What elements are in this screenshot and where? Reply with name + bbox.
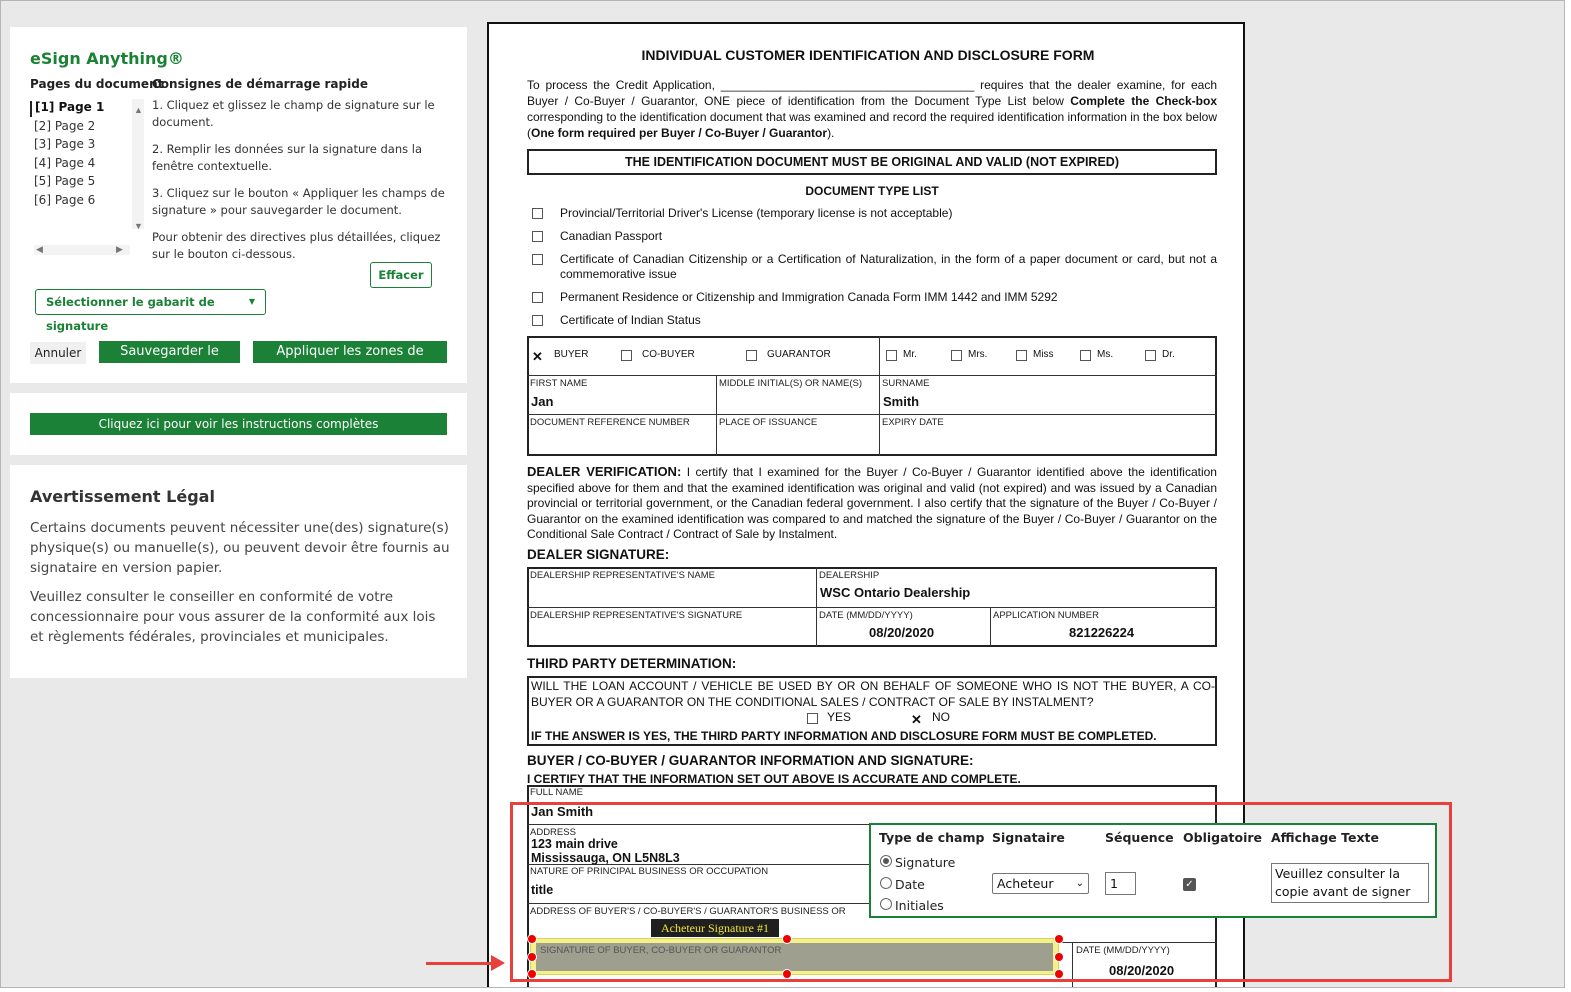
- title-mr: Mr.: [903, 349, 917, 360]
- legal-paragraph-1: Certains documents peuvent nécessiter une(des) signature(s) physique(s) ou manuelle(s), ou peuvent devoir être fournis au signataire en version papier.: [30, 520, 450, 576]
- resize-handle-se[interactable]: [1054, 969, 1064, 979]
- effacer-button[interactable]: Effacer: [370, 262, 432, 288]
- intro-text-c: ).: [827, 126, 835, 140]
- resize-handle-sw[interactable]: [527, 969, 537, 979]
- title-ms: Ms.: [1097, 349, 1114, 360]
- doc-ref-label: DOCUMENT REFERENCE NUMBER: [530, 417, 690, 428]
- col-required: Obligatoire: [1183, 830, 1263, 845]
- first-name-value: Jan: [531, 394, 554, 409]
- full-name-label: FULL NAME: [530, 787, 583, 798]
- address-label: ADDRESS: [530, 827, 576, 838]
- doc-type-3: Certificate of Canadian Citizenship or a Certification of Naturalization, in the form of a paper document or card, but not a commemorative issue: [560, 252, 1217, 281]
- title-checkbox-ms[interactable]: [1080, 350, 1091, 361]
- quickstart-panel: [10, 27, 467, 383]
- radio-date-label: Date: [895, 877, 925, 892]
- third-party-note: IF THE ANSWER IS YES, THE THIRD PARTY INFORMATION AND DISCLOSURE FORM MUST BE COMPLETED.: [531, 729, 1157, 743]
- buyer-info-heading: BUYER / CO-BUYER / GUARANTOR INFORMATION AND SIGNATURE:: [527, 753, 974, 768]
- template-select-label: Sélectionner le gabarit de signature: [46, 295, 215, 333]
- dealership-label: DEALERSHIP: [819, 570, 880, 581]
- business-address-label: ADDRESS OF BUYER'S / CO-BUYER'S / GUARANTOR'S BUSINESS OR: [530, 906, 846, 917]
- scroll-left-icon[interactable]: ◀: [36, 244, 43, 254]
- app-title: eSign Anything®: [30, 49, 184, 68]
- doc-type-4: Permanent Residence or Citizenship and Immigration Canada Form IMM 1442 and IMM 5292: [560, 290, 1058, 304]
- nature-label: NATURE OF PRINCIPAL BUSINESS OR OCCUPATION: [530, 866, 769, 877]
- date-label: DATE (MM/DD/YYYY): [819, 610, 913, 621]
- page-item-3[interactable]: [3] Page 3: [34, 137, 96, 151]
- step-2: 2. Remplir les données sur la signature dans la fenêtre contextuelle.: [152, 142, 422, 173]
- third-party-yes-checkbox[interactable]: [807, 713, 818, 724]
- id-table-divider: [879, 336, 880, 456]
- role-guarantor: GUARANTOR: [767, 349, 831, 360]
- first-name-label: FIRST NAME: [530, 378, 588, 389]
- resize-handle-ne[interactable]: [1054, 934, 1064, 944]
- full-instructions-button[interactable]: Cliquez ici pour voir les instructions complètes: [30, 413, 447, 435]
- doc-type-checkbox-4[interactable]: [532, 292, 543, 303]
- signer-select[interactable]: [992, 873, 1089, 894]
- doc-type-checkbox-5[interactable]: [532, 315, 543, 326]
- scroll-down-icon[interactable]: ▼: [134, 221, 143, 231]
- intro-one-form: One form required per Buyer / Co-Buyer / Guarantor: [531, 126, 828, 140]
- resize-handle-nw[interactable]: [527, 934, 537, 944]
- buyer-col-line: [1072, 942, 1073, 988]
- resize-handle-e[interactable]: [1054, 952, 1064, 962]
- col-display-text: Affichage Texte: [1271, 830, 1379, 845]
- page-item-5[interactable]: [5] Page 5: [34, 174, 96, 188]
- page-item-2[interactable]: [2] Page 2: [34, 119, 96, 133]
- caret-down-icon: ▼: [248, 297, 255, 306]
- date2-label: DATE (MM/DD/YYYY): [1076, 945, 1170, 956]
- third-party-no-checked-icon[interactable]: ✕: [911, 712, 922, 727]
- id-table-row-line-2: [527, 414, 1217, 415]
- quickstart-header: Consignes de démarrage rapide: [152, 77, 368, 91]
- signature-field-tag: Acheteur Signature #1: [651, 919, 779, 937]
- radio-date[interactable]: [880, 877, 892, 889]
- dealer-verification-heading: DEALER VERIFICATION:: [527, 464, 682, 479]
- title-checkbox-mrs[interactable]: [951, 350, 962, 361]
- dealer-signature-heading: DEALER SIGNATURE:: [527, 547, 670, 562]
- title-checkbox-dr[interactable]: [1145, 350, 1156, 361]
- doc-type-checkbox-2[interactable]: [532, 231, 543, 242]
- third-party-no-label: NO: [932, 710, 950, 724]
- intro-checkbox-hint: Complete the Check-box: [1070, 94, 1217, 108]
- third-party-question: WILL THE LOAN ACCOUNT / VEHICLE BE USED BY OR ON BEHALF OF SOMEONE WHO IS NOT THE BUYER, A CO-BUYER OR A GUARANTOR ON THE CONDITIONAL SALES / CONTRACT OF SALE BY INSTALMENT?: [531, 679, 1215, 709]
- doc-type-list-header: DOCUMENT TYPE LIST: [805, 184, 939, 198]
- horizontal-scrollbar[interactable]: [34, 245, 130, 255]
- pages-header: Pages du document: [30, 77, 164, 91]
- step-1: 1. Cliquez et glissez le champ de signature sur le document.: [152, 98, 435, 129]
- save-template-button[interactable]: Sauvegarder le modèle: [99, 341, 240, 363]
- dealer-table-col-line: [816, 567, 817, 647]
- cobuyer-checkbox[interactable]: [621, 350, 632, 361]
- middle-name-label: MIDDLE INITIAL(S) OR NAME(S): [719, 378, 863, 389]
- nature-value: title: [531, 883, 554, 897]
- template-select[interactable]: [35, 289, 266, 333]
- scroll-right-icon[interactable]: ▶: [116, 244, 123, 254]
- date-value: 08/20/2020: [869, 625, 935, 640]
- role-buyer: BUYER: [554, 349, 589, 360]
- title-miss: Miss: [1033, 349, 1054, 360]
- pointer-arrow-shaft: [426, 962, 496, 965]
- scroll-up-icon[interactable]: ▲: [134, 105, 143, 115]
- col-field-type: Type de champ: [879, 830, 985, 845]
- radio-signature[interactable]: [880, 855, 892, 867]
- resize-handle-n[interactable]: [782, 934, 792, 944]
- surname-label: SURNAME: [882, 378, 930, 389]
- legal-title: Avertissement Légal: [30, 487, 215, 506]
- sequence-input[interactable]: 1: [1105, 872, 1136, 895]
- signature-label: SIGNATURE OF BUYER, CO-BUYER OR GUARANTOR: [540, 945, 782, 956]
- chevron-down-icon: ⌄: [1075, 878, 1084, 889]
- intro-text-b: corresponding to the identification document that was examined and record the required identification information in the box below (: [527, 110, 1217, 140]
- page-item-6[interactable]: [6] Page 6: [34, 193, 96, 207]
- dealer-verification: [527, 464, 1217, 543]
- field-properties-popup: [869, 823, 1437, 918]
- place-label: PLACE OF ISSUANCE: [719, 417, 818, 428]
- rep-signature-label: DEALERSHIP REPRESENTATIVE'S SIGNATURE: [530, 610, 743, 621]
- col-signer: Signataire: [992, 830, 1065, 845]
- app-number-value: 821226224: [1069, 625, 1135, 640]
- page-item-1[interactable]: [1] Page 1: [35, 100, 105, 114]
- display-text-textarea[interactable]: Veuillez consulter la copie avant de signer: [1271, 863, 1429, 903]
- title-dr: Dr.: [1162, 349, 1175, 360]
- rep-name-label: DEALERSHIP REPRESENTATIVE'S NAME: [530, 570, 715, 581]
- step-3: 3. Cliquez sur le bouton « Appliquer les champs de signature » pour sauvegarder le document.: [152, 186, 445, 217]
- dealer-verification-text: I certify that I examined for the Buyer / Co-Buyer / Guarantor identified above the identification specified above for them and that the examined identification was original and valid (not expired) and was issued by a Canadian provincial or territorial government, or the Canadian federal government. I also certify that the signature of the Buyer / Co-Buyer / Guarantor on the examined identification was compared to and matched the signature of the Buyer / Co-Buyer / Guarantor on the Conditional Sale Contract / Contract of Sale by Instalment.: [527, 465, 1217, 541]
- dealer-table-row-line: [527, 607, 1217, 608]
- radio-signature-label: Signature: [895, 855, 956, 870]
- title-mrs: Mrs.: [968, 349, 988, 360]
- legal-panel: [10, 465, 467, 678]
- doc-type-5: Certificate of Indian Status: [560, 313, 701, 327]
- resize-handle-w[interactable]: [527, 952, 537, 962]
- role-cobuyer: CO-BUYER: [642, 349, 695, 360]
- dealer-table-col-line-2: [990, 607, 991, 647]
- dealership-value: WSC Ontario Dealership: [820, 585, 971, 600]
- address-line-1: 123 main drive: [531, 837, 618, 851]
- col-sequence: Séquence: [1105, 830, 1174, 845]
- doc-type-2: Canadian Passport: [560, 229, 663, 243]
- quickstart-steps: [152, 97, 447, 263]
- radio-initials-label: Initiales: [895, 898, 944, 913]
- id-table-row-line-1: [527, 375, 1217, 376]
- doc-type-1: Provincial/Territorial Driver's License (temporary license is not acceptable): [560, 206, 953, 220]
- doc-type-checkbox-3[interactable]: [532, 254, 543, 265]
- title-checkbox-miss[interactable]: [1016, 350, 1027, 361]
- resize-handle-s[interactable]: [782, 969, 792, 979]
- page-cursor: [30, 101, 32, 117]
- instructions-panel: [10, 393, 467, 455]
- address-line-2: Mississauga, ON L5N8L3: [531, 851, 680, 865]
- apply-zones-button[interactable]: Appliquer les zones de signature: [253, 341, 447, 363]
- full-name-value: Jan Smith: [531, 804, 594, 819]
- doc-type-checkbox-1[interactable]: [532, 208, 543, 219]
- expiry-label: EXPIRY DATE: [882, 417, 944, 428]
- date2-value: 08/20/2020: [1109, 963, 1175, 978]
- radio-initials[interactable]: [880, 898, 892, 910]
- certify-text: I CERTIFY THAT THE INFORMATION SET OUT ABOVE IS ACCURATE AND COMPLETE.: [527, 772, 1021, 786]
- vertical-scrollbar[interactable]: [132, 99, 144, 229]
- app-number-label: APPLICATION NUMBER: [993, 610, 1099, 621]
- required-checkbox-checked-icon[interactable]: ✓: [1183, 878, 1196, 891]
- legal-paragraph-2: Veuillez consulter le conseiller en conformité de votre concessionnaire pour vous assurer de la conformité aux lois et règlements fédérales, provinciales et municipales.: [30, 589, 436, 645]
- step-more: Pour obtenir des directives plus détaillées, cliquez sur le bouton ci-dessous.: [152, 230, 441, 261]
- third-party-heading: THIRD PARTY DETERMINATION:: [527, 656, 737, 671]
- guarantor-checkbox[interactable]: [746, 350, 757, 361]
- annuler-button[interactable]: Annuler: [30, 342, 86, 364]
- buyer-checkbox-checked-icon[interactable]: ✕: [532, 349, 543, 364]
- surname-value: Smith: [883, 394, 920, 409]
- doc-intro: [527, 77, 1217, 141]
- page-list: [30, 97, 145, 257]
- must-be-original-banner: THE IDENTIFICATION DOCUMENT MUST BE ORIGINAL AND VALID (NOT EXPIRED): [527, 149, 1217, 175]
- title-checkbox-mr[interactable]: [886, 350, 897, 361]
- pointer-arrow-icon: [491, 955, 505, 971]
- intro-text-a: To process the Credit Application, ______________________________________ requires that the dealer examine, for each Buyer / Co-Buyer / Guarantor, ONE piece of identification from the Document Type List below: [527, 78, 1217, 108]
- doc-title: INDIVIDUAL CUSTOMER IDENTIFICATION AND DISCLOSURE FORM: [641, 47, 1095, 63]
- signature-field[interactable]: [530, 938, 1059, 975]
- signer-select-value: Acheteur: [997, 876, 1054, 891]
- third-party-yes-label: YES: [827, 710, 852, 724]
- page-item-4[interactable]: [4] Page 4: [34, 156, 96, 170]
- id-table-col-line: [716, 375, 717, 456]
